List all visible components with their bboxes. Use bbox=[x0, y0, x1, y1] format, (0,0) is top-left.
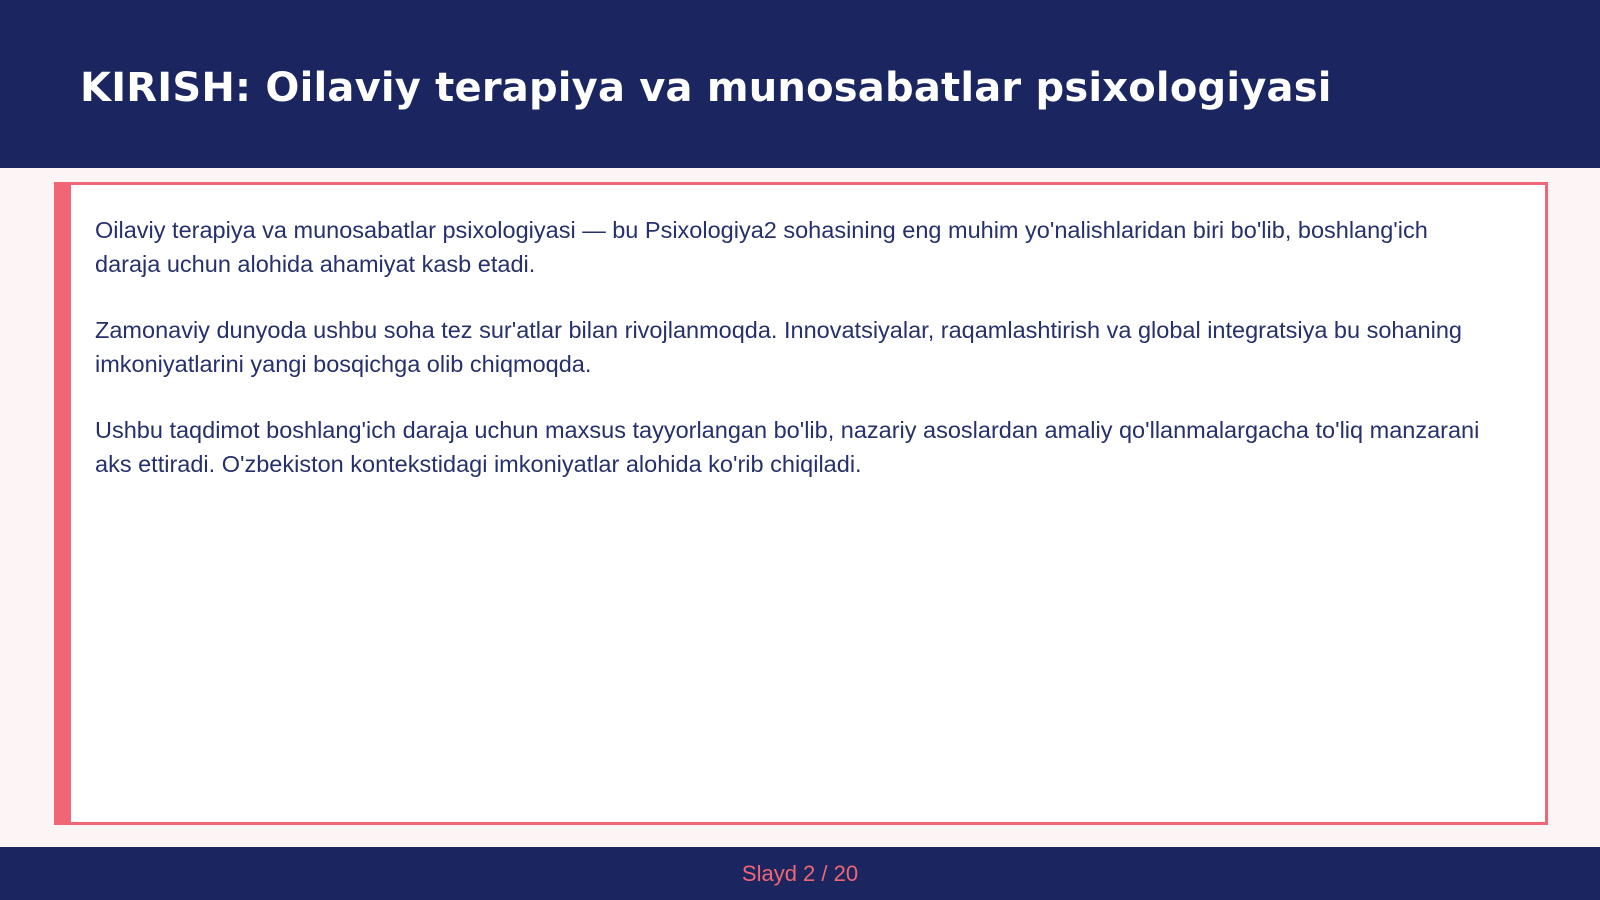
slide-footer bbox=[0, 847, 1600, 900]
slide-title: KIRISH: Oilaviy terapiya va munosabatlar psixologiyasi bbox=[80, 65, 1332, 111]
intro-paragraph: Oilaviy terapiya va munosabatlar psixologiyasi — bu Psixologiya2 sohasining eng muhim yo'nalishlaridan biri bo'lib, boshlang'ich daraja uchun alohida ahamiyat kasb etadi. bbox=[95, 217, 1428, 277]
presentation-scope-paragraph: Ushbu taqdimot boshlang'ich daraja uchun maxsus tayyorlangan bo'lib, nazariy asoslardan amaliy qo'llanmalargacha to'liq manzarani aks ettiradi. O'zbekiston kontekstidagi imkoniyatlar alohida ko'rib chiqiladi. bbox=[95, 417, 1480, 477]
modern-world-paragraph: Zamonaviy dunyoda ushbu soha tez sur'atlar bilan rivojlanmoqda. Innovatsiyalar, raqamlashtirish va global integratsiya bu sohaning imkoniyatlarini yangi bosqichga olib chiqmoqda. bbox=[95, 317, 1462, 377]
slide-counter: Slayd 2 / 20 bbox=[741, 861, 859, 886]
slide-header bbox=[0, 0, 1600, 168]
